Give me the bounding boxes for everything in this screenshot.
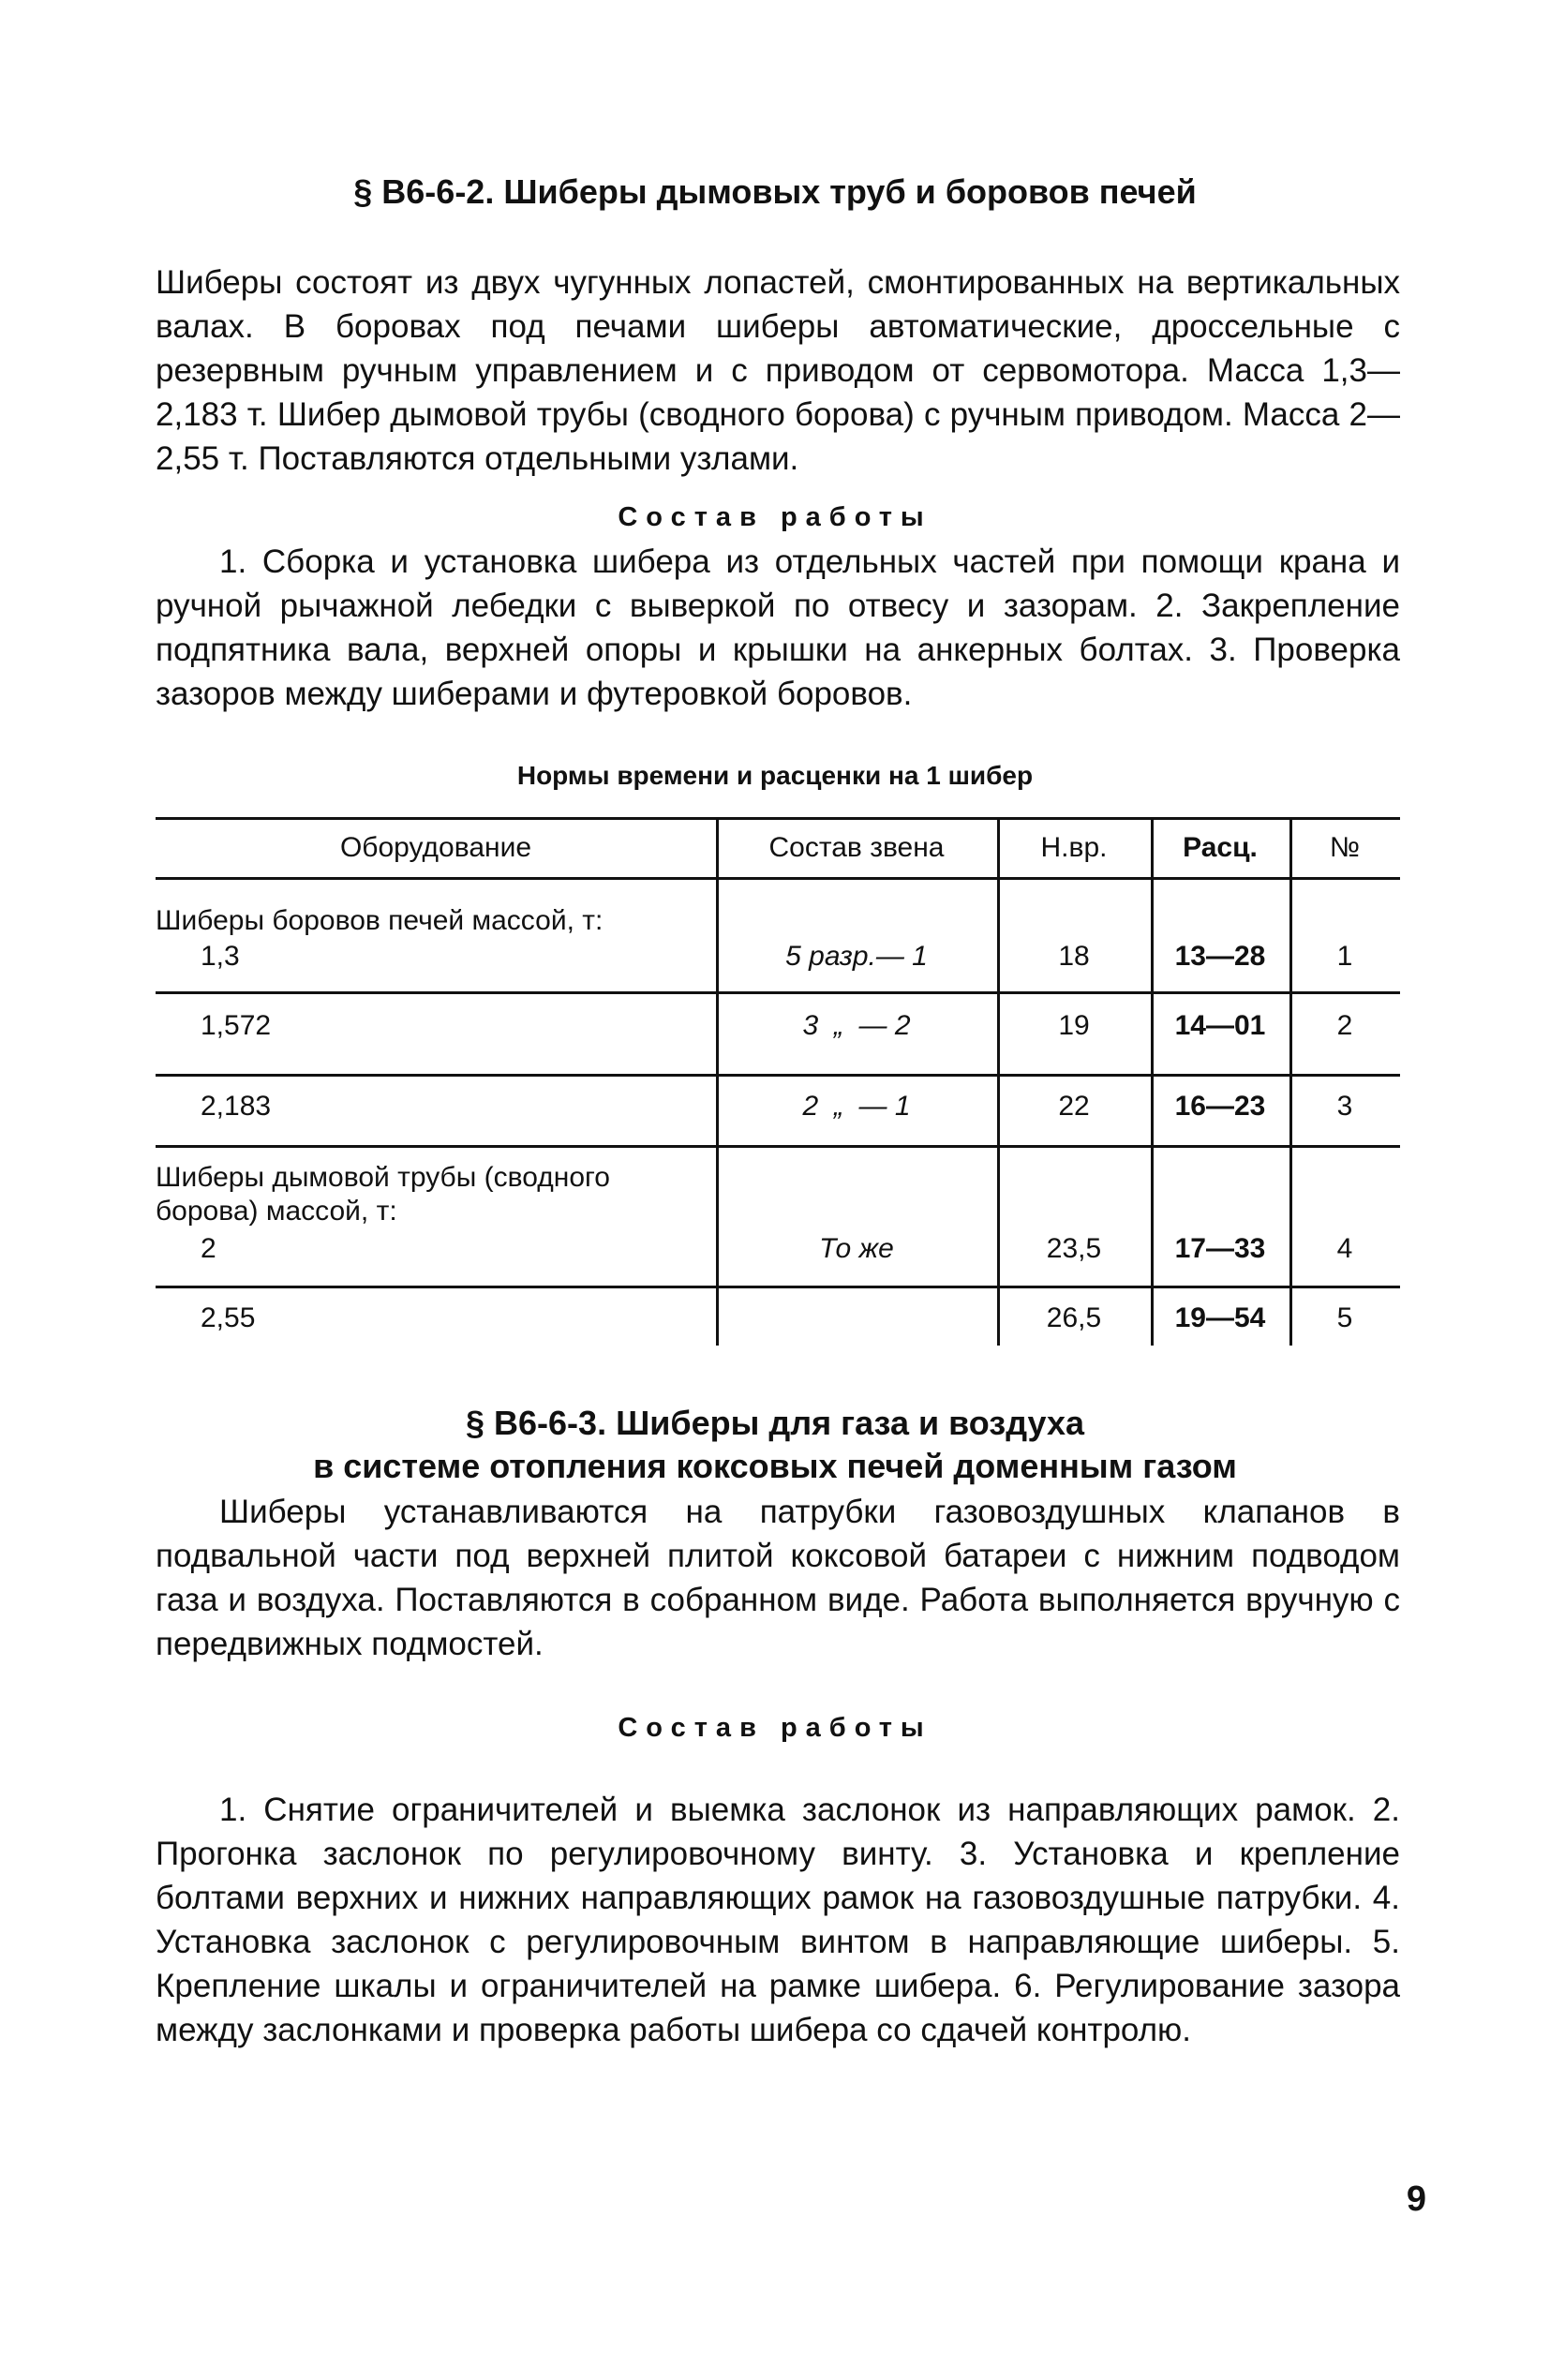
page-number: 9 — [1406, 2179, 1426, 2219]
row-rate: 17—33 — [1174, 1233, 1266, 1264]
table-row-rule — [156, 1286, 1400, 1288]
section-subtitle-v6-6-3: в системе отопления коксовых печей доменным газом — [313, 1447, 1237, 1485]
row-number: 5 — [1336, 1302, 1353, 1333]
header-equipment: Оборудование — [339, 832, 532, 863]
section1-work-text: 1. Сборка и установка шибера из отдельных частей при помощи крана и ручной рычажной лебедки с выверкой по отвесу и зазорам. 2. Закрепление подпятника вала, верхней опоры и крышки на анкерных болтах. 3. Проверка зазоров между шиберами и футеровкой боровов. — [156, 543, 1400, 712]
group-label-flue-dampers: Шиберы боровов печей массой, т: — [156, 905, 604, 936]
header-rate: Расц. — [1183, 832, 1258, 863]
row-mass: 2,55 — [201, 1302, 256, 1333]
table-column-rule — [997, 817, 1000, 1346]
row-number: 1 — [1336, 941, 1353, 972]
row-norm: 26,5 — [1046, 1302, 1102, 1333]
row-rate: 13—28 — [1174, 941, 1266, 972]
table-column-rule — [716, 817, 719, 1346]
row-norm: 18 — [1058, 941, 1090, 972]
row-crew: 5 разр.— 1 — [785, 941, 928, 972]
row-crew: 2 „ — 1 — [802, 1091, 911, 1122]
row-number: 3 — [1336, 1091, 1353, 1122]
row-mass: 2,183 — [201, 1091, 272, 1122]
norms-table — [156, 817, 1400, 1346]
header-number: № — [1329, 832, 1361, 863]
row-number: 4 — [1336, 1233, 1353, 1264]
section1-description: Шиберы состоят из двух чугунных лопастей, смонтированных на вертикальных валах. В боровах под печами шиберы автоматические, дроссельные с резервным ручным управлением и с приводом от сервомотора. Масса 1,3—2,183 т. Шибер дымовой трубы (сводного борова) с ручным приводом. Масса 2—2,55 т. Поставляются отдельными узлами. — [156, 264, 1400, 477]
section-title-v6-6-3: § В6-6-3. Шиберы для газа и воздуха — [466, 1404, 1084, 1442]
row-rate: 19—54 — [1174, 1302, 1266, 1333]
row-number: 2 — [1336, 1010, 1353, 1041]
table-column-rule — [1289, 817, 1292, 1346]
row-crew: 3 „ — 2 — [802, 1010, 911, 1041]
group-label-chimney-dampers: Шиберы дымовой трубы (сводного — [156, 1162, 610, 1193]
row-norm: 23,5 — [1046, 1233, 1102, 1264]
table-column-rule — [1151, 817, 1154, 1346]
row-norm: 19 — [1058, 1010, 1090, 1041]
table-row-rule — [156, 991, 1400, 994]
header-norm: Н.вр. — [1040, 832, 1108, 863]
group-label-chimney-dampers: борова) массой, т: — [156, 1196, 397, 1227]
table-row-rule — [156, 1145, 1400, 1148]
header-crew: Состав звена — [768, 832, 945, 863]
section1-work-heading: Состав работы — [618, 502, 932, 532]
table-top-rule — [156, 817, 1400, 820]
table-caption: Нормы времени и расценки на 1 шибер — [516, 761, 1034, 790]
row-mass: 1,572 — [201, 1010, 272, 1041]
row-norm: 22 — [1058, 1091, 1090, 1122]
row-mass: 1,3 — [201, 941, 240, 972]
section2-work-heading: Состав работы — [618, 1713, 932, 1743]
row-crew: То же — [819, 1233, 894, 1264]
section2-work-text: 1. Снятие ограничителей и выемка заслонок из направляющих рамок. 2. Прогонка заслонок по регулировочному винту. 3. Установка и крепление болтами верхних и нижних направляющих рамок на газовоздушные патрубки. 4. Установка заслонок с регулировочным винтом в направляющие шиберы. 5. Крепление шкалы и ограничителей на рамке шибера. 6. Регулирование зазора между заслонками и проверка работы шибера со сдачей контролю. — [156, 1792, 1400, 2048]
section2-description: Шиберы устанавливаются на патрубки газовоздушных клапанов в подвальной части под верхней плитой коксовой батареи с нижним подводом газа и воздуха. Поставляются в собранном виде. Работа выполняется вручную с передвижных подмостей. — [156, 1494, 1400, 1662]
table-row-rule — [156, 1074, 1400, 1077]
row-rate: 14—01 — [1174, 1010, 1266, 1041]
section-title-v6-6-2: § В6-6-2. Шиберы дымовых труб и боровов печей — [353, 172, 1197, 211]
table-header-rule — [156, 877, 1400, 880]
row-mass: 2 — [201, 1233, 216, 1264]
row-rate: 16—23 — [1174, 1091, 1266, 1122]
